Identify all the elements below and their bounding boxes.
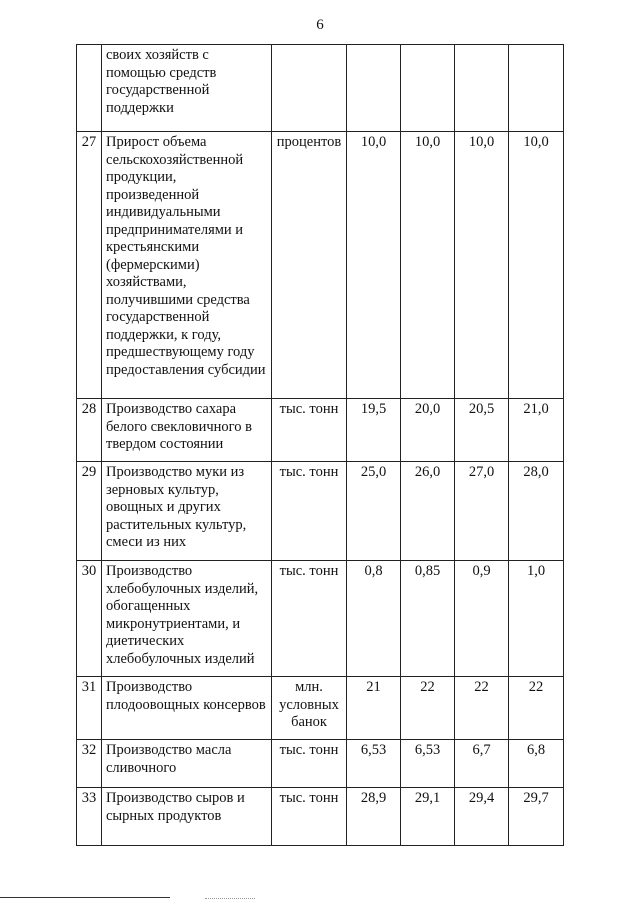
row-number: 33	[77, 788, 102, 846]
unit: тыс. тонн	[272, 740, 347, 788]
row-number: 29	[77, 462, 102, 561]
value-year-2: 26,0	[401, 462, 455, 561]
value-year-4: 28,0	[509, 462, 564, 561]
indicator-name: Производство масла сливочного	[102, 740, 272, 788]
value-year-3: 20,5	[455, 399, 509, 462]
value-year-4: 29,7	[509, 788, 564, 846]
value-year-3: 27,0	[455, 462, 509, 561]
row-number: 31	[77, 677, 102, 740]
value-year-2	[401, 45, 455, 132]
value-year-1: 25,0	[347, 462, 401, 561]
value-year-4: 22	[509, 677, 564, 740]
indicator-name: своих хозяйств с помощью средств государственной поддержки	[102, 45, 272, 132]
table-row	[77, 132, 564, 399]
footer-dotted-rule	[205, 898, 255, 899]
unit: тыс. тонн	[272, 788, 347, 846]
value-year-1: 10,0	[347, 132, 401, 399]
table-row	[77, 399, 564, 462]
unit: тыс. тонн	[272, 561, 347, 677]
unit: млн. условных банок	[272, 677, 347, 740]
value-year-1: 19,5	[347, 399, 401, 462]
value-year-3: 10,0	[455, 132, 509, 399]
value-year-4: 10,0	[509, 132, 564, 399]
value-year-3: 29,4	[455, 788, 509, 846]
indicator-name: Производство сахара белого свекловичного в твердом состоянии	[102, 399, 272, 462]
unit: тыс. тонн	[272, 399, 347, 462]
value-year-1: 6,53	[347, 740, 401, 788]
table-row	[77, 740, 564, 788]
value-year-3: 0,9	[455, 561, 509, 677]
row-number: 30	[77, 561, 102, 677]
value-year-2: 20,0	[401, 399, 455, 462]
value-year-2: 29,1	[401, 788, 455, 846]
value-year-1: 21	[347, 677, 401, 740]
value-year-2: 22	[401, 677, 455, 740]
table-row	[77, 45, 564, 132]
table-row	[77, 788, 564, 846]
value-year-4: 1,0	[509, 561, 564, 677]
row-number: 32	[77, 740, 102, 788]
value-year-3: 6,7	[455, 740, 509, 788]
indicator-name: Производство хлебобулочных изделий, обогащенных микронутриентами, и диетических хлебобулочных изделий	[102, 561, 272, 677]
indicators-table	[76, 44, 564, 846]
value-year-1	[347, 45, 401, 132]
row-number: 27	[77, 132, 102, 399]
indicator-name: Производство плодоовощных консервов	[102, 677, 272, 740]
footer-rule	[0, 897, 170, 898]
indicator-name: Производство муки из зерновых культур, овощных и других растительных культур, смеси из них	[102, 462, 272, 561]
row-number: 28	[77, 399, 102, 462]
value-year-3	[455, 45, 509, 132]
value-year-4	[509, 45, 564, 132]
indicator-name: Производство сыров и сырных продуктов	[102, 788, 272, 846]
table-row	[77, 677, 564, 740]
value-year-2: 0,85	[401, 561, 455, 677]
unit: процентов	[272, 132, 347, 399]
value-year-2: 6,53	[401, 740, 455, 788]
value-year-4: 6,8	[509, 740, 564, 788]
value-year-1: 28,9	[347, 788, 401, 846]
value-year-2: 10,0	[401, 132, 455, 399]
row-number	[77, 45, 102, 132]
table-row	[77, 561, 564, 677]
value-year-3: 22	[455, 677, 509, 740]
value-year-1: 0,8	[347, 561, 401, 677]
unit: тыс. тонн	[272, 462, 347, 561]
value-year-4: 21,0	[509, 399, 564, 462]
indicator-name: Прирост объема сельскохозяйственной продукции, произведенной индивидуальными предпринимателями и крестьянскими (фермерскими) хозяйствами, получившими средства государственной поддержки, к году, предшествующему году предоставления субсидии	[102, 132, 272, 399]
table-row	[77, 462, 564, 561]
unit	[272, 45, 347, 132]
page-number: 6	[316, 17, 324, 33]
